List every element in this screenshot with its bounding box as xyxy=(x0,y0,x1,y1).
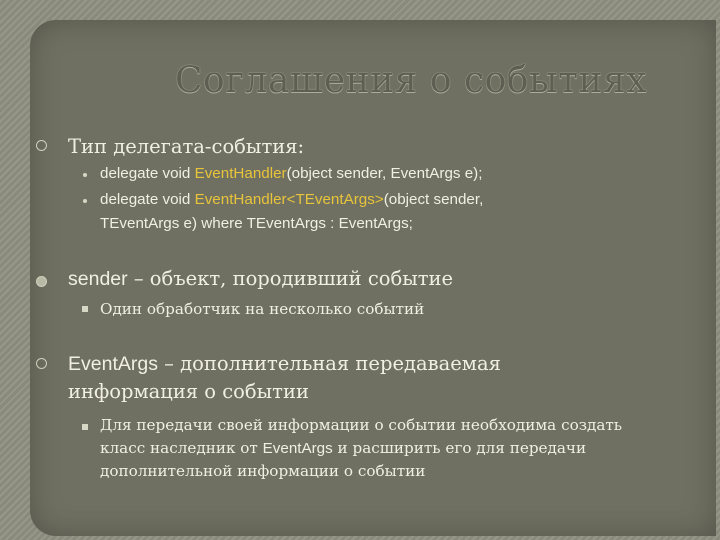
code-line-1 xyxy=(100,162,482,185)
code-highlight: EventHandler xyxy=(194,165,287,182)
code-highlight: EventHandler<TEventArgs> xyxy=(194,191,384,208)
item1-text: Тип делегата-события: xyxy=(68,135,305,158)
bullet-filled-icon xyxy=(36,276,47,287)
bullet-ring-icon xyxy=(36,140,47,151)
item3-rest: – дополнительная передаваемая xyxy=(157,352,501,375)
bullet-ring-icon xyxy=(36,358,47,369)
bullet-square-icon xyxy=(82,306,88,312)
item3-text-line2: информация о событии xyxy=(68,380,309,403)
bullet-dot-icon xyxy=(83,199,87,203)
code-suffix: (object sender, xyxy=(383,191,484,208)
item2-rest: – объект, породивший событие xyxy=(127,267,454,290)
item3-term: EventArgs xyxy=(68,353,158,375)
item2-sub: Один обработчик на несколько событий xyxy=(100,300,425,318)
sub-term: EventArgs xyxy=(262,440,333,457)
sub-text: класс наследник от xyxy=(100,439,263,457)
item3-sub-line1: Для передачи своей информации о событии необходима создать xyxy=(100,416,623,434)
code-prefix: delegate void xyxy=(100,165,195,182)
code-suffix: (object sender, EventArgs e); xyxy=(286,165,483,182)
code-prefix: delegate void xyxy=(100,191,195,208)
slide-title: Соглашения о событиях xyxy=(175,60,648,101)
item2-text xyxy=(68,266,453,292)
code-line-2-continued: TEventArgs e) where TEventArgs : EventArgs; xyxy=(100,215,413,232)
item3-text-line1 xyxy=(68,351,501,377)
sub-text: и расширить его для передачи xyxy=(332,439,587,457)
item3-sub-line2 xyxy=(100,437,586,460)
bullet-square-icon xyxy=(82,424,88,430)
bullet-dot-icon xyxy=(83,173,87,177)
item2-term: sender xyxy=(68,268,128,290)
item3-sub-line3: дополнительной информации о событии xyxy=(100,462,426,480)
code-line-2 xyxy=(100,188,483,211)
